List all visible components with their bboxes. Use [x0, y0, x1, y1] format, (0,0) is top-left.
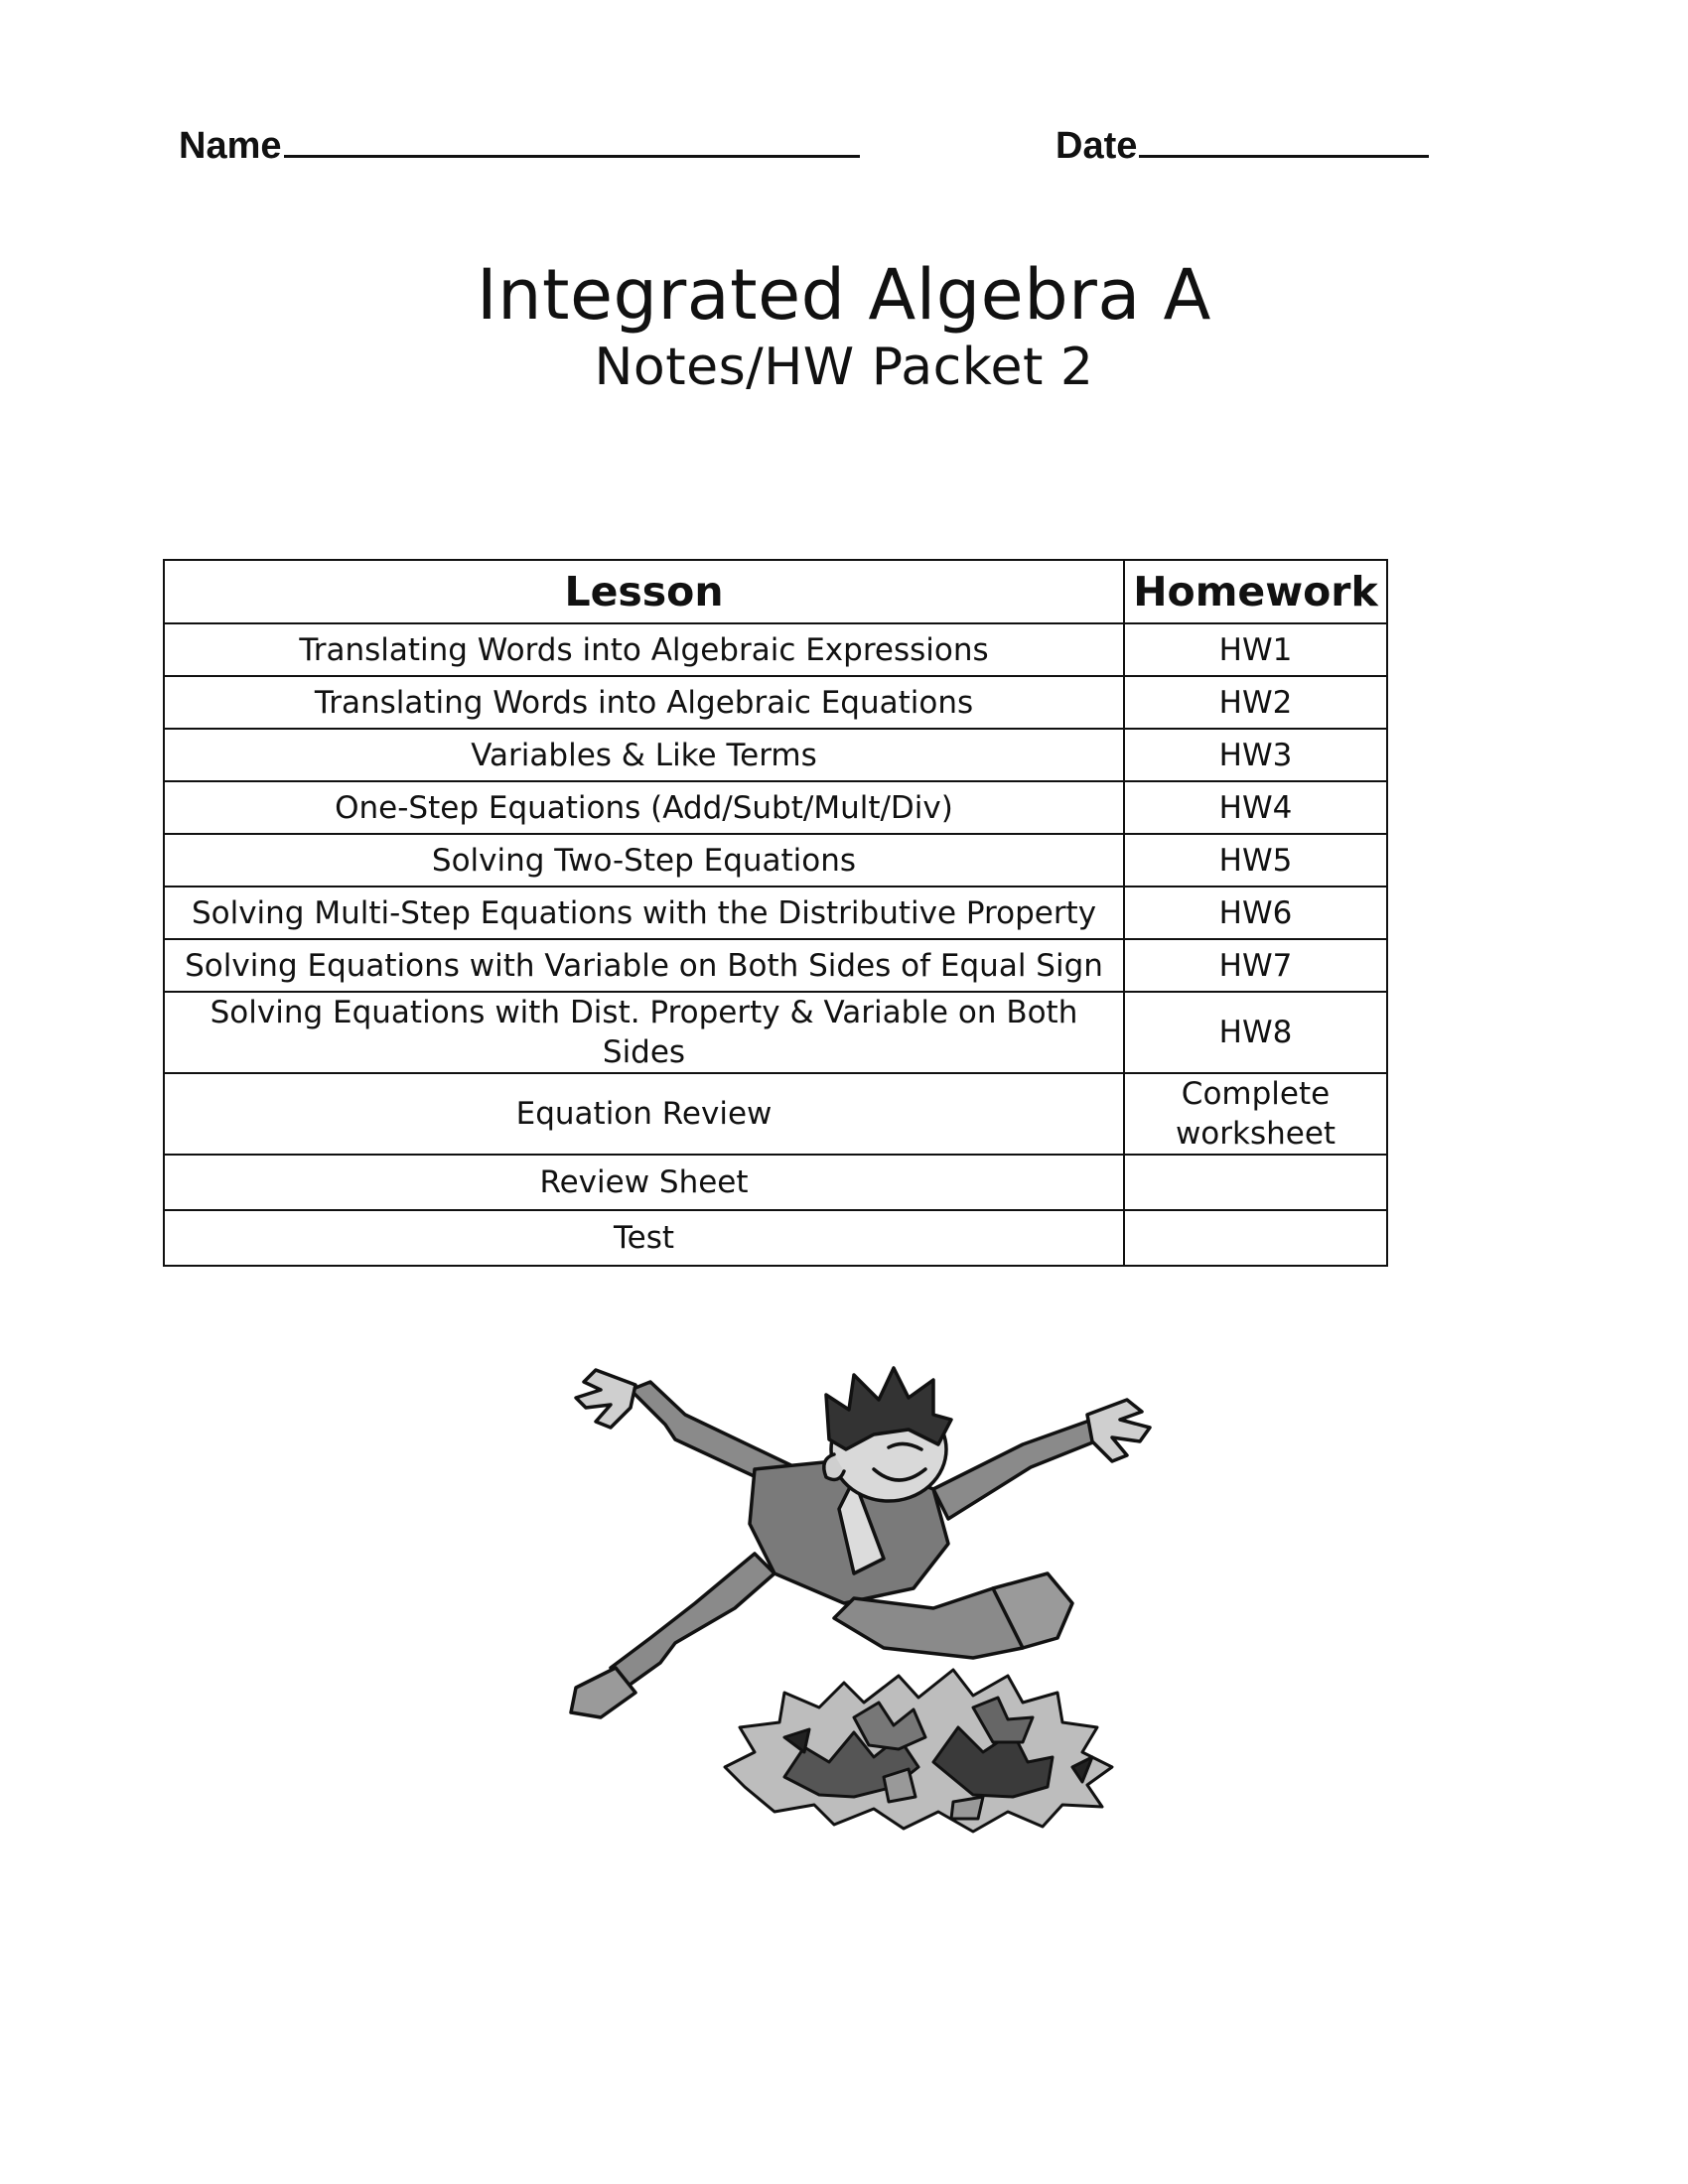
date-blank-line[interactable]: [1139, 121, 1429, 158]
homework-cell: [1124, 1210, 1387, 1266]
boy-figure: [571, 1368, 1150, 1717]
lesson-cell: Solving Equations with Variable on Both Sides of Equal Sign: [164, 939, 1124, 992]
homework-cell: HW4: [1124, 781, 1387, 834]
name-blank-line[interactable]: [284, 121, 860, 158]
lesson-cell: One-Step Equations (Add/Subt/Mult/Div): [164, 781, 1124, 834]
table-row: [164, 992, 1387, 1073]
homework-cell: HW3: [1124, 729, 1387, 781]
boy-jumping-into-leaves-icon: [556, 1360, 1271, 1856]
table-row: [164, 1210, 1387, 1266]
table-header-row: [164, 560, 1387, 623]
lesson-table: [163, 559, 1388, 1267]
homework-cell: HW6: [1124, 887, 1387, 939]
homework-cell: HW7: [1124, 939, 1387, 992]
lesson-cell: Translating Words into Algebraic Expressions: [164, 623, 1124, 676]
table-row: [164, 623, 1387, 676]
lesson-cell: Equation Review: [164, 1073, 1124, 1155]
lesson-cell: Review Sheet: [164, 1155, 1124, 1210]
homework-cell: HW2: [1124, 676, 1387, 729]
lesson-cell: Variables & Like Terms: [164, 729, 1124, 781]
lesson-cell: Solving Multi-Step Equations with the Distributive Property: [164, 887, 1124, 939]
homework-cell: [1124, 1155, 1387, 1210]
table-row: [164, 834, 1387, 887]
leaf-pile: [725, 1670, 1112, 1832]
homework-cell: HW1: [1124, 623, 1387, 676]
lesson-cell: Solving Equations with Dist. Property & Variable on Both Sides: [164, 992, 1124, 1073]
lesson-cell: Solving Two-Step Equations: [164, 834, 1124, 887]
table-row: [164, 676, 1387, 729]
lesson-cell: Translating Words into Algebraic Equations: [164, 676, 1124, 729]
name-label: Name: [179, 125, 282, 167]
table-row: [164, 1073, 1387, 1155]
table-row: [164, 887, 1387, 939]
date-field[interactable]: [1055, 121, 1429, 168]
column-header-lesson: Lesson: [164, 560, 1124, 623]
table-row: [164, 729, 1387, 781]
page-title: Integrated Algebra A: [477, 254, 1211, 336]
homework-cell: HW5: [1124, 834, 1387, 887]
table-row: [164, 781, 1387, 834]
date-label: Date: [1055, 125, 1138, 167]
lesson-cell: Test: [164, 1210, 1124, 1266]
name-field[interactable]: [179, 121, 860, 168]
table-row: [164, 939, 1387, 992]
page-subtitle: Notes/HW Packet 2: [594, 338, 1094, 397]
column-header-homework: Homework: [1124, 560, 1387, 623]
homework-cell: Complete worksheet: [1124, 1073, 1387, 1155]
homework-cell: HW8: [1124, 992, 1387, 1073]
table-row: [164, 1155, 1387, 1210]
